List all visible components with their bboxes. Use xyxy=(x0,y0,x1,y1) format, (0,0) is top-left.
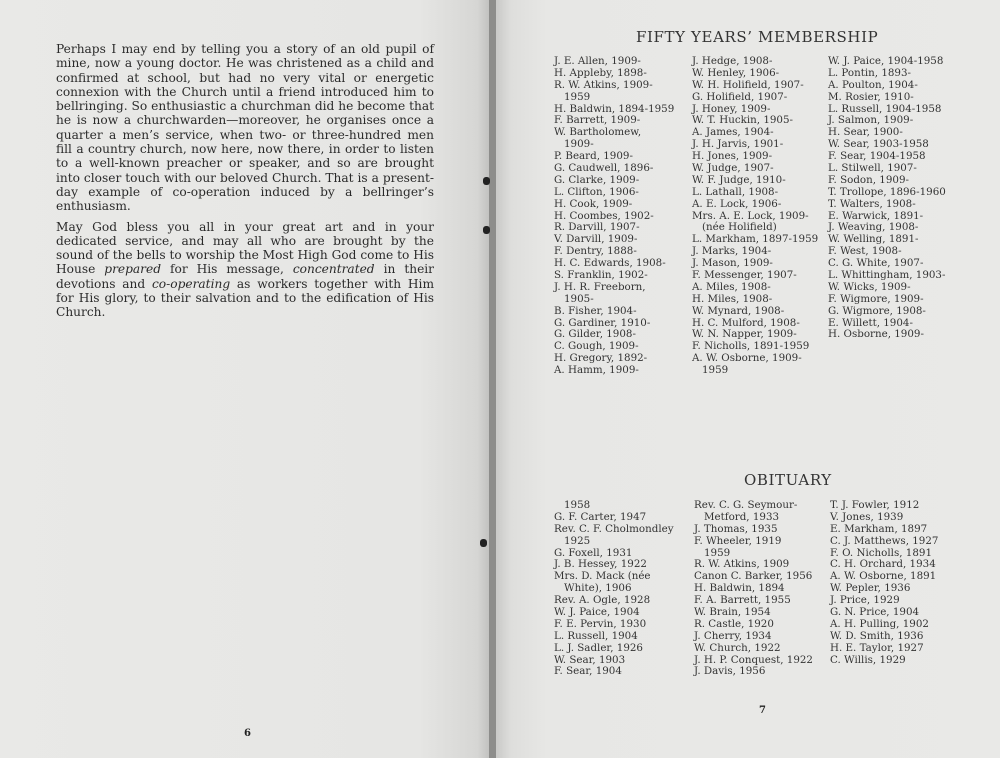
member-entry: W. Sear, 1903-1958 xyxy=(828,138,929,151)
member-entry: F. Wigmore, 1909- xyxy=(828,292,924,305)
obituary-entry: F. Sear, 1904 xyxy=(554,665,622,678)
paragraph-text: for His message, xyxy=(161,262,293,277)
member-entry: H. Coombes, 1902- xyxy=(554,209,654,222)
member-entry: A. E. Lock, 1906- xyxy=(692,197,782,210)
obituary-entry: W. Pepler, 1936 xyxy=(830,582,911,595)
left-page xyxy=(0,0,492,758)
member-entry: G. Gilder, 1908- xyxy=(554,328,636,341)
obituary-entry: G. F. Carter, 1947 xyxy=(554,510,647,523)
obituary-heading: OBITUARY xyxy=(744,471,832,489)
member-entry: Mrs. A. E. Lock, 1909- xyxy=(692,209,809,222)
member-entry: M. Rosier, 1910- xyxy=(828,90,914,103)
obituary-entry: W. Church, 1922 xyxy=(694,641,781,654)
member-entry: A. James, 1904- xyxy=(692,126,774,139)
paragraph-text: as workers together with Him for His glory, to their salvation and to the edification of His Church. xyxy=(56,276,435,320)
obituary-entry: C. J. Matthews, 1927 xyxy=(830,534,939,547)
member-entry: S. Franklin, 1902- xyxy=(554,269,648,282)
member-entry: J. Honey, 1909- xyxy=(692,102,771,115)
member-entry: A. Miles, 1908- xyxy=(692,280,771,293)
member-entry: H. Gregory, 1892- xyxy=(554,352,648,365)
member-entry: H. Cook, 1909- xyxy=(554,197,633,210)
obituary-entry: W. Sear, 1903 xyxy=(554,653,626,666)
obituary-entry: E. Markham, 1897 xyxy=(830,522,928,535)
obituary-entry: J. Thomas, 1935 xyxy=(694,522,778,535)
member-entry: J. Salmon, 1909- xyxy=(828,114,914,127)
paragraph xyxy=(56,42,434,214)
body-text xyxy=(56,42,434,326)
paragraph-text: May God bless you all in your great art and in your dedicated service, and may all who are brought by the sound of the bells to worship the Most High God come to His House xyxy=(56,219,435,277)
membership-column-3 xyxy=(828,56,946,341)
member-entry: L. Russell, 1904-1958 xyxy=(828,102,942,115)
member-entry: 1959 xyxy=(702,364,729,377)
obituary-entry: C. Willis, 1929 xyxy=(830,653,906,666)
member-entry: A. Poulton, 1904- xyxy=(828,78,918,91)
member-entry: G. Gardiner, 1910- xyxy=(554,316,651,329)
italic-text: co-operating xyxy=(151,276,231,291)
member-entry: J. Hedge, 1908- xyxy=(692,55,773,67)
page-number-left: 6 xyxy=(244,728,251,739)
obituary-entry: W. D. Smith, 1936 xyxy=(830,629,924,642)
member-entry: 1905- xyxy=(564,292,594,305)
obituary-entry: J. Cherry, 1934 xyxy=(694,629,772,642)
member-entry: B. Fisher, 1904- xyxy=(554,304,637,317)
member-entry: E. Warwick, 1891- xyxy=(828,209,924,222)
member-entry: E. Willett, 1904- xyxy=(828,316,913,329)
binding-staple-top xyxy=(483,177,490,185)
obituary-entry: 1925 xyxy=(564,534,591,547)
paragraph xyxy=(56,220,434,320)
obituary-entry: White), 1906 xyxy=(564,582,632,595)
obituary-entry: 1958 xyxy=(564,499,591,511)
obituary-entry: Canon C. Barker, 1956 xyxy=(694,570,813,583)
member-entry: W. H. Holifield, 1907- xyxy=(692,78,804,91)
obituary-entry: Metford, 1933 xyxy=(704,510,780,523)
obituary-entry: F. E. Pervin, 1930 xyxy=(554,617,647,630)
member-entry: J. E. Allen, 1909- xyxy=(554,55,641,67)
member-entry: L. Pontin, 1893- xyxy=(828,66,912,79)
obituary-entry: Rev. A. Ogle, 1928 xyxy=(554,594,651,607)
obituary-entry: R. Castle, 1920 xyxy=(694,617,774,630)
member-entry: L. Clifton, 1906- xyxy=(554,185,639,198)
member-entry: C. G. White, 1907- xyxy=(828,257,924,270)
member-entry: L. Lathall, 1908- xyxy=(692,185,779,198)
member-entry: J. Weaving, 1908- xyxy=(828,221,919,234)
obituary-entry: J. B. Hessey, 1922 xyxy=(554,558,647,571)
member-entry: R. Darvill, 1907- xyxy=(554,221,640,234)
binding-staple-bottom xyxy=(480,539,487,547)
italic-text: concentrated xyxy=(292,262,375,277)
member-entry: W. T. Huckin, 1905- xyxy=(692,114,794,127)
member-entry: P. Beard, 1909- xyxy=(554,150,633,163)
member-entry: H. Jones, 1909- xyxy=(692,150,773,163)
member-entry: H. Osborne, 1909- xyxy=(828,328,924,341)
obituary-entry: Mrs. D. Mack (née xyxy=(554,570,651,583)
obituary-entry: J. Price, 1929 xyxy=(830,594,900,607)
obituary-entry: G. N. Price, 1904 xyxy=(830,606,920,619)
obituary-entry: Rev. C. G. Seymour- xyxy=(694,499,798,511)
member-entry: A. Hamm, 1909- xyxy=(554,364,639,377)
member-entry: F. Sodon, 1909- xyxy=(828,173,909,186)
member-entry: G. Clarke, 1909- xyxy=(554,173,640,186)
member-entry: (née Holifield) xyxy=(702,221,777,234)
member-entry: J. Mason, 1909- xyxy=(692,257,773,270)
membership-column-1 xyxy=(554,56,674,377)
obituary-column-3 xyxy=(830,500,938,666)
obituary-entry: J. Davis, 1956 xyxy=(694,665,766,678)
member-entry: F. Sear, 1904-1958 xyxy=(828,150,926,163)
member-entry: H. Baldwin, 1894-1959 xyxy=(554,102,675,115)
member-entry: H. C. Mulford, 1908- xyxy=(692,316,800,329)
member-entry: W. Mynard, 1908- xyxy=(692,304,785,317)
member-entry: H. Sear, 1900- xyxy=(828,126,903,139)
member-entry: W. Wicks, 1909- xyxy=(828,280,911,293)
obituary-entry: F. A. Barrett, 1955 xyxy=(694,594,791,607)
italic-text: prepared xyxy=(104,262,162,277)
obituary-entry: C. H. Orchard, 1934 xyxy=(830,558,936,571)
member-entry: L. Stilwell, 1907- xyxy=(828,162,917,175)
member-entry: L. Markham, 1897-1959 xyxy=(692,233,819,246)
member-entry: F. Barrett, 1909- xyxy=(554,114,641,127)
member-entry: L. Whittingham, 1903- xyxy=(828,269,946,282)
membership-column-2 xyxy=(692,56,818,377)
member-entry: W. Judge, 1907- xyxy=(692,162,774,175)
member-entry: H. C. Edwards, 1908- xyxy=(554,257,666,270)
member-entry: W. Welling, 1891- xyxy=(828,233,919,246)
member-entry: G. Holifield, 1907- xyxy=(692,90,788,103)
obituary-entry: Rev. C. F. Cholmondley xyxy=(554,522,674,535)
member-entry: F. Nicholls, 1891-1959 xyxy=(692,340,810,353)
member-entry: J. Marks, 1904- xyxy=(692,245,772,258)
obituary-entry: H. Baldwin, 1894 xyxy=(694,582,785,595)
obituary-entry: W. J. Paice, 1904 xyxy=(554,606,640,619)
member-entry: R. W. Atkins, 1909- xyxy=(554,78,653,91)
obituary-entry: A. H. Pulling, 1902 xyxy=(830,617,929,630)
obituary-entry: H. E. Taylor, 1927 xyxy=(830,641,924,654)
obituary-entry: T. J. Fowler, 1912 xyxy=(830,499,920,511)
member-entry: W. F. Judge, 1910- xyxy=(692,173,786,186)
obituary-entry: A. W. Osborne, 1891 xyxy=(830,570,937,583)
obituary-entry: L. Russell, 1904 xyxy=(554,629,638,642)
member-entry: W. N. Napper, 1909- xyxy=(692,328,797,341)
obituary-entry: F. Wheeler, 1919 xyxy=(694,534,782,547)
paragraph-text: Perhaps I may end by telling you a story of an old pupil of mine, now a young doctor. He was christened as a child and confirmed at school, but had no very vital or energetic connexion with the Church until a friend introduced him to bellringing. So enthusiastic a churchman did he become that he is now a churchwarden—moreover, he organises once a quarter a men’s service, when two- or three-hundred men fill a country church, now here, now there, in order to listen to a well-known preacher or speaker, and so are brought into closer touch with our beloved Church. That is a present-day example of co-operation induced by a bellringer’s enthusiasm. xyxy=(56,42,434,214)
obituary-column-2 xyxy=(694,500,813,678)
obituary-entry: J. H. P. Conquest, 1922 xyxy=(694,653,813,666)
member-entry: J. H. R. Freeborn, xyxy=(554,280,646,293)
obituary-column-1 xyxy=(554,500,674,678)
member-entry: T. Trollope, 1896-1960 xyxy=(828,185,946,198)
member-entry: G. Wigmore, 1908- xyxy=(828,304,926,317)
membership-heading: FIFTY YEARS’ MEMBERSHIP xyxy=(636,28,879,46)
member-entry: F. West, 1908- xyxy=(828,245,902,258)
page-number-right: 7 xyxy=(759,705,766,716)
member-entry: T. Walters, 1908- xyxy=(828,197,916,210)
member-entry: H. Miles, 1908- xyxy=(692,292,773,305)
member-entry: G. Caudwell, 1896- xyxy=(554,162,654,175)
member-entry: V. Darvill, 1909- xyxy=(554,233,638,246)
member-entry: J. H. Jarvis, 1901- xyxy=(692,138,784,151)
member-entry: 1959 xyxy=(564,90,591,103)
obituary-entry: 1959 xyxy=(704,546,731,559)
binding-staple-mid xyxy=(483,226,490,234)
member-entry: W. Bartholomew, xyxy=(554,126,642,139)
paragraph-text: in their devotions and xyxy=(56,262,435,291)
obituary-entry: V. Jones, 1939 xyxy=(830,510,904,523)
obituary-entry: R. W. Atkins, 1909 xyxy=(694,558,790,571)
obituary-entry: L. J. Sadler, 1926 xyxy=(554,641,643,654)
obituary-entry: G. Foxell, 1931 xyxy=(554,546,633,559)
obituary-entry: F. O. Nicholls, 1891 xyxy=(830,546,932,559)
member-entry: W. J. Paice, 1904-1958 xyxy=(828,55,944,67)
member-entry: 1909- xyxy=(564,138,594,151)
obituary-entry: W. Brain, 1954 xyxy=(694,606,771,619)
member-entry: C. Gough, 1909- xyxy=(554,340,639,353)
member-entry: A. W. Osborne, 1909- xyxy=(692,352,802,365)
member-entry: F. Dentry, 1888- xyxy=(554,245,637,258)
member-entry: H. Appleby, 1898- xyxy=(554,66,647,79)
member-entry: W. Henley, 1906- xyxy=(692,66,780,79)
member-entry: F. Messenger, 1907- xyxy=(692,269,797,282)
